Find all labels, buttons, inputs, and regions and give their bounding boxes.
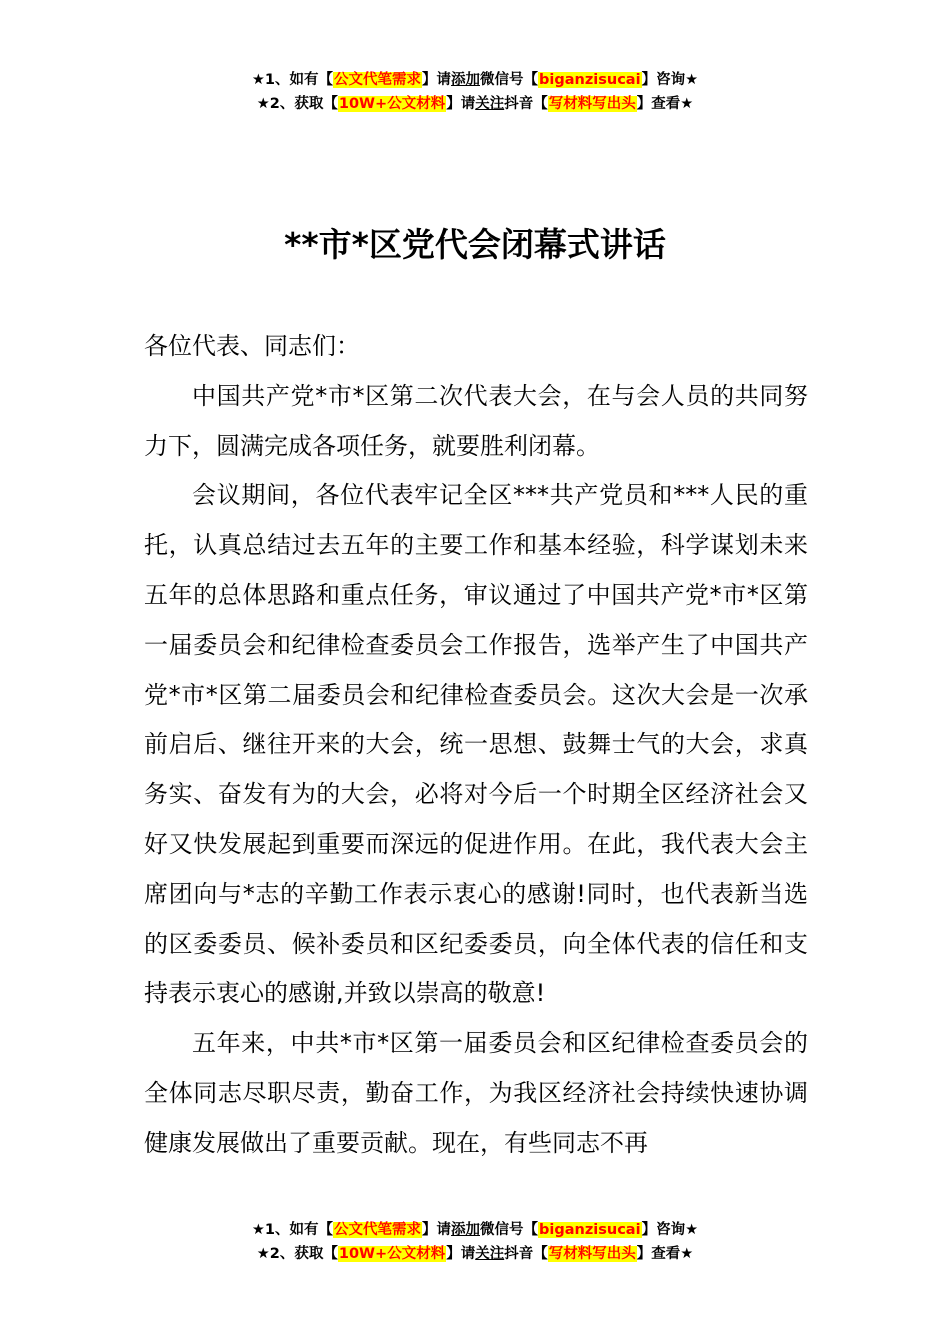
banner-highlight: 写材料写出头 xyxy=(548,1246,636,1262)
banner-text: 】查看★ xyxy=(636,1246,694,1262)
banner-highlight: 公文代笔需求 xyxy=(334,72,422,88)
banner-line-2 xyxy=(0,92,950,116)
paragraph: 会议期间，各位代表牢记全区***共产党员和***人民的重托，认真总结过去五年的主要工作和基本经验，科学谋划未来五年的总体思路和重点任务，审议通过了中国共产党*市*区第一届委员会和纪律检查委员会工作报告，选举产生了中国共产党*市*区第二届委员会和纪律检查委员会。这次大会是一次承前启后、继往开来的大会，统一思想、鼓舞士气的大会，求真务实、奋发有为的大会，必将对今后一个时期全区经济社会又好又快发展起到重要而深远的促进作用。在此，我代表大会主席团向与*志的辛勤工作表示衷心的感谢!同时，也代表新当选的区委委员、候补委员和区纪委委员，向全体代表的信任和支持表示衷心的感谢,并致以崇高的敬意! xyxy=(144,481,808,1008)
paragraph: 五年来，中共*市*区第一届委员会和区纪律检查委员会的全体同志尽职尽责，勤奋工作，为我区经济社会持续快速协调健康发展做出了重要贡献。现在，有些同志不再 xyxy=(144,1029,808,1157)
banner-highlight: biganzisucai xyxy=(539,72,641,88)
banner-highlight: 10W+公文材料 xyxy=(338,96,446,112)
banner-underline: 关注 xyxy=(475,1246,505,1262)
banner-underline: 添加 xyxy=(451,72,481,88)
banner-text: 】咨询★ xyxy=(641,72,699,88)
paragraph: 中国共产党*市*区第二次代表大会，在与会人员的共同努力下，圆满完成各项任务，就要胜利闭幕。 xyxy=(144,381,808,460)
banner-text: 抖音【 xyxy=(504,1246,548,1262)
banner-text: ★1、如有【 xyxy=(251,1222,334,1238)
banner-text: 】查看★ xyxy=(636,96,694,112)
footer-banner xyxy=(0,1218,950,1266)
banner-underline: 关注 xyxy=(475,96,505,112)
banner-underline: 添加 xyxy=(451,1222,481,1238)
banner-text: 微信号【 xyxy=(480,1222,539,1238)
banner-highlight: biganzisucai xyxy=(539,1222,641,1238)
banner-text: 抖音【 xyxy=(504,96,548,112)
banner-highlight: 10W+公文材料 xyxy=(338,1246,446,1262)
banner-text: ★1、如有【 xyxy=(251,72,334,88)
banner-text: 】请 xyxy=(446,1246,476,1262)
banner-line-1 xyxy=(0,1218,950,1242)
salutation: 各位代表、同志们： xyxy=(144,332,360,360)
banner-line-2 xyxy=(0,1242,950,1266)
banner-text: ★2、获取【 xyxy=(256,96,338,112)
document-title: **市*区党代会闭幕式讲话 xyxy=(284,225,666,264)
document-body xyxy=(144,322,808,1169)
banner-highlight: 写材料写出头 xyxy=(548,96,636,112)
banner-text: 】请 xyxy=(422,72,452,88)
banner-text: ★2、获取【 xyxy=(256,1246,338,1262)
banner-line-1 xyxy=(0,68,950,92)
header-banner xyxy=(0,68,950,116)
banner-text: 】请 xyxy=(446,96,476,112)
banner-text: 】请 xyxy=(422,1222,452,1238)
banner-highlight: 公文代笔需求 xyxy=(334,1222,422,1238)
banner-text: 微信号【 xyxy=(480,72,539,88)
banner-text: 】咨询★ xyxy=(641,1222,699,1238)
